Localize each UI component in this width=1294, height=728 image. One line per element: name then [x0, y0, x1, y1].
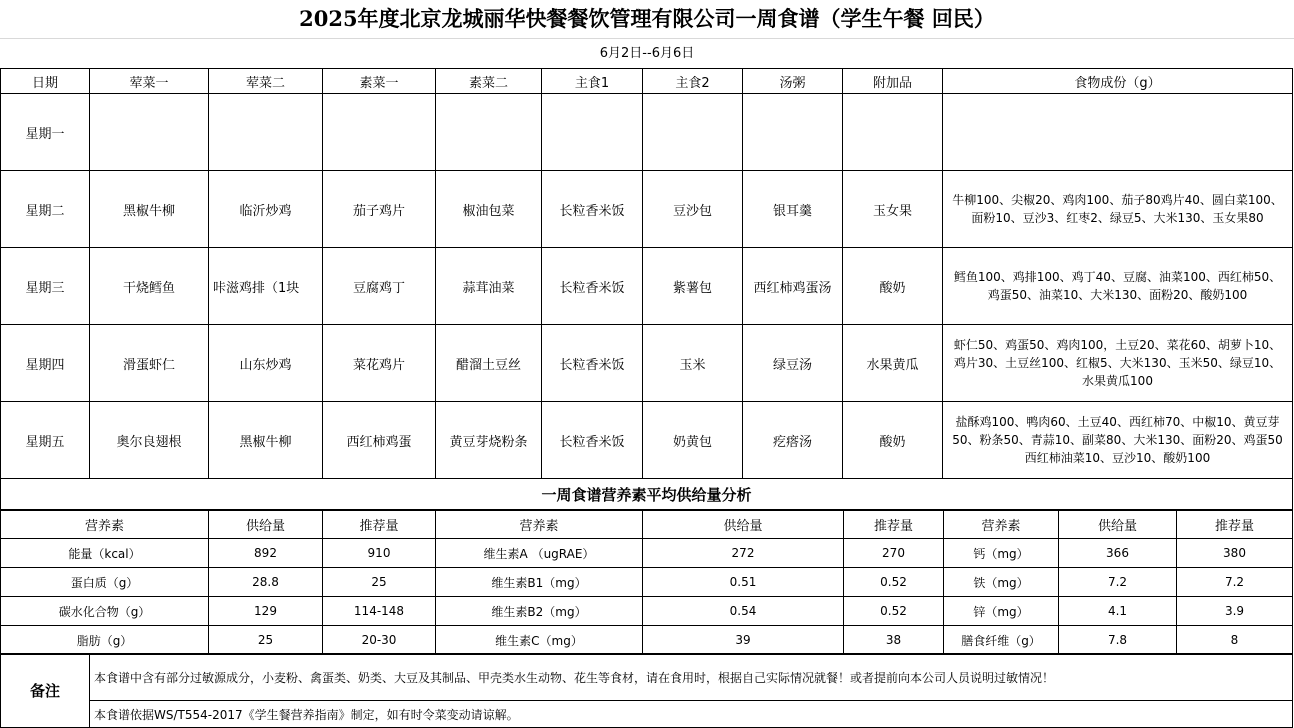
dish-cell — [209, 94, 323, 171]
dish-cell — [542, 94, 643, 171]
recommended-value: 25 — [323, 568, 436, 597]
menu-header-cell: 素菜二 — [436, 69, 542, 94]
nutrient-name: 维生素B1（mg） — [436, 568, 643, 597]
dish-cell: 西红柿鸡蛋 — [323, 402, 436, 479]
supply-value: 39 — [643, 626, 844, 655]
dish-cell: 奥尔良翅根 — [90, 402, 209, 479]
dish-cell — [743, 94, 843, 171]
menu-header-cell: 日期 — [1, 69, 90, 94]
menu-header-cell: 食物成份（g） — [943, 69, 1293, 94]
nutrient-name: 蛋白质（g） — [1, 568, 209, 597]
supply-value: 0.54 — [643, 597, 844, 626]
nutrient-name: 维生素A （ugRAE） — [436, 539, 643, 568]
supply-value: 4.1 — [1059, 597, 1177, 626]
dish-cell: 黑椒牛柳 — [90, 171, 209, 248]
supply-value: 25 — [209, 626, 323, 655]
menu-row-wednesday — [1, 248, 1293, 325]
ingredients-cell: 盐酥鸡100、鸭肉60、土豆40、西红柿70、中椒10、黄豆芽50、粉条50、青蒜10、副菜80、大米130、面粉20、鸡蛋50西红柿油菜10、豆沙10、酸奶100 — [943, 402, 1293, 479]
nutrition-header-cell: 供给量 — [209, 510, 323, 539]
dish-cell: 长粒香米饭 — [542, 248, 643, 325]
dish-cell: 临沂炒鸡 — [209, 171, 323, 248]
dish-cell: 玉女果 — [843, 171, 943, 248]
day-cell: 星期二 — [1, 171, 90, 248]
menu-header-cell: 主食1 — [542, 69, 643, 94]
remark-line: 本食谱依据WS/T554-2017《学生餐营养指南》制定，如有时令菜变动请谅解。 — [90, 701, 1293, 728]
ingredients-cell — [943, 94, 1293, 171]
dish-cell: 奶黄包 — [643, 402, 743, 479]
menu-header-row — [1, 69, 1293, 94]
recommended-value: 8 — [1177, 626, 1293, 655]
nutrition-table — [0, 509, 1293, 655]
nutrition-header-cell: 供给量 — [1059, 510, 1177, 539]
dish-cell: 菜花鸡片 — [323, 325, 436, 402]
recommended-value: 270 — [844, 539, 944, 568]
dish-cell: 绿豆汤 — [743, 325, 843, 402]
nutrition-title: 一周食谱营养素平均供给量分析 — [1, 479, 1293, 511]
nutrition-header-cell: 推荐量 — [844, 510, 944, 539]
day-cell: 星期四 — [1, 325, 90, 402]
recommended-value: 380 — [1177, 539, 1293, 568]
menu-header-cell: 附加品 — [843, 69, 943, 94]
recommended-value: 114-148 — [323, 597, 436, 626]
nutrient-name: 碳水化合物（g） — [1, 597, 209, 626]
nutrient-name: 维生素B2（mg） — [436, 597, 643, 626]
recommended-value: 20-30 — [323, 626, 436, 655]
day-cell: 星期五 — [1, 402, 90, 479]
date-range: 6月2日--6月6日 — [599, 46, 695, 61]
dish-cell: 水果黄瓜 — [843, 325, 943, 402]
dish-cell: 豆腐鸡丁 — [323, 248, 436, 325]
dish-cell — [843, 94, 943, 171]
recommended-value: 0.52 — [844, 597, 944, 626]
nutrient-name: 铁（mg） — [944, 568, 1059, 597]
nutrition-header-cell: 营养素 — [1, 510, 209, 539]
menu-header-cell: 荤菜二 — [209, 69, 323, 94]
nutrient-name: 脂肪（g） — [1, 626, 209, 655]
dish-cell: 山东炒鸡 — [209, 325, 323, 402]
supply-value: 7.2 — [1059, 568, 1177, 597]
nutrition-header-cell: 营养素 — [436, 510, 643, 539]
recommended-value: 0.52 — [844, 568, 944, 597]
nutrition-header-row — [1, 510, 1293, 539]
menu-row-monday — [1, 94, 1293, 171]
nutrient-name: 维生素C（mg） — [436, 626, 643, 655]
recommended-value: 3.9 — [1177, 597, 1293, 626]
dish-cell: 干烧鳕鱼 — [90, 248, 209, 325]
dish-cell: 玉米 — [643, 325, 743, 402]
remark-row — [1, 701, 1293, 728]
dish-cell: 疙瘩汤 — [743, 402, 843, 479]
menu-row-thursday — [1, 325, 1293, 402]
menu-header-cell: 主食2 — [643, 69, 743, 94]
menu-row-friday — [1, 402, 1293, 479]
dish-cell: 酸奶 — [843, 248, 943, 325]
dish-cell: 茄子鸡片 — [323, 171, 436, 248]
supply-value: 892 — [209, 539, 323, 568]
nutrition-header-cell: 推荐量 — [1177, 510, 1293, 539]
nutrition-header-cell: 推荐量 — [323, 510, 436, 539]
remarks-label: 备注 — [1, 654, 90, 728]
nutrition-row — [1, 626, 1293, 655]
supply-value: 28.8 — [209, 568, 323, 597]
dish-cell: 西红柿鸡蛋汤 — [743, 248, 843, 325]
dish-cell: 蒜茸油菜 — [436, 248, 542, 325]
menu-header-cell: 荤菜一 — [90, 69, 209, 94]
menu-header-cell: 素菜一 — [323, 69, 436, 94]
nutrient-name: 能量（kcal） — [1, 539, 209, 568]
supply-value: 0.51 — [643, 568, 844, 597]
nutrition-row — [1, 597, 1293, 626]
supply-value: 129 — [209, 597, 323, 626]
remarks-table — [0, 653, 1293, 728]
weekly-menu-table — [0, 68, 1293, 511]
nutrition-row — [1, 539, 1293, 568]
nutrition-title-row — [1, 479, 1293, 511]
menu-row-tuesday — [1, 171, 1293, 248]
remark-line: 本食谱中含有部分过敏源成分，小麦粉、禽蛋类、奶类、大豆及其制品、甲壳类水生动物、花生等食材，请在食用时，根据自己实际情况就餐！或者提前向本公司人员说明过敏情况！ — [90, 654, 1293, 701]
remark-row — [1, 654, 1293, 701]
dish-cell: 紫薯包 — [643, 248, 743, 325]
ingredients-cell: 牛柳100、尖椒20、鸡肉100、茄子80鸡片40、圆白菜100、面粉10、豆沙3、红枣2、绿豆5、大米130、玉女果80 — [943, 171, 1293, 248]
supply-value: 7.8 — [1059, 626, 1177, 655]
dish-cell — [90, 94, 209, 171]
dish-cell — [323, 94, 436, 171]
dish-cell: 醋溜土豆丝 — [436, 325, 542, 402]
dish-cell — [643, 94, 743, 171]
dish-cell: 椒油包菜 — [436, 171, 542, 248]
dish-cell: 长粒香米饭 — [542, 402, 643, 479]
ingredients-cell: 虾仁50、鸡蛋50、鸡肉100，土豆20、菜花60、胡萝卜10、鸡片30、土豆丝100、红椒5、大米130、玉米50、绿豆10、水果黄瓜100 — [943, 325, 1293, 402]
recommended-value: 7.2 — [1177, 568, 1293, 597]
dish-cell: 长粒香米饭 — [542, 171, 643, 248]
nutrient-name: 膳食纤维（g） — [944, 626, 1059, 655]
recommended-value: 910 — [323, 539, 436, 568]
dish-cell: 酸奶 — [843, 402, 943, 479]
page-title: 2025年度北京龙城丽华快餐餐饮管理有限公司一周食谱（学生午餐 回民） — [0, 0, 1294, 39]
dish-cell: 豆沙包 — [643, 171, 743, 248]
dish-cell: 黑椒牛柳 — [209, 402, 323, 479]
nutrition-header-cell: 营养素 — [944, 510, 1059, 539]
day-cell: 星期一 — [1, 94, 90, 171]
dish-cell: 长粒香米饭 — [542, 325, 643, 402]
ingredients-cell: 鳕鱼100、鸡排100、鸡丁40、豆腐、油菜100、西红柿50、鸡蛋50、油菜10、大米130、面粉20、酸奶100 — [943, 248, 1293, 325]
dish-cell: 银耳羹 — [743, 171, 843, 248]
nutrient-name: 钙（mg） — [944, 539, 1059, 568]
supply-value: 272 — [643, 539, 844, 568]
menu-header-cell: 汤粥 — [743, 69, 843, 94]
dish-cell — [436, 94, 542, 171]
dish-cell: 滑蛋虾仁 — [90, 325, 209, 402]
day-cell: 星期三 — [1, 248, 90, 325]
nutrition-header-cell: 供给量 — [643, 510, 844, 539]
nutrient-name: 锌（mg） — [944, 597, 1059, 626]
recommended-value: 38 — [844, 626, 944, 655]
dish-cell: 咔滋鸡排（1块 — [209, 248, 323, 325]
supply-value: 366 — [1059, 539, 1177, 568]
dish-cell: 黄豆芽烧粉条 — [436, 402, 542, 479]
nutrition-row — [1, 568, 1293, 597]
